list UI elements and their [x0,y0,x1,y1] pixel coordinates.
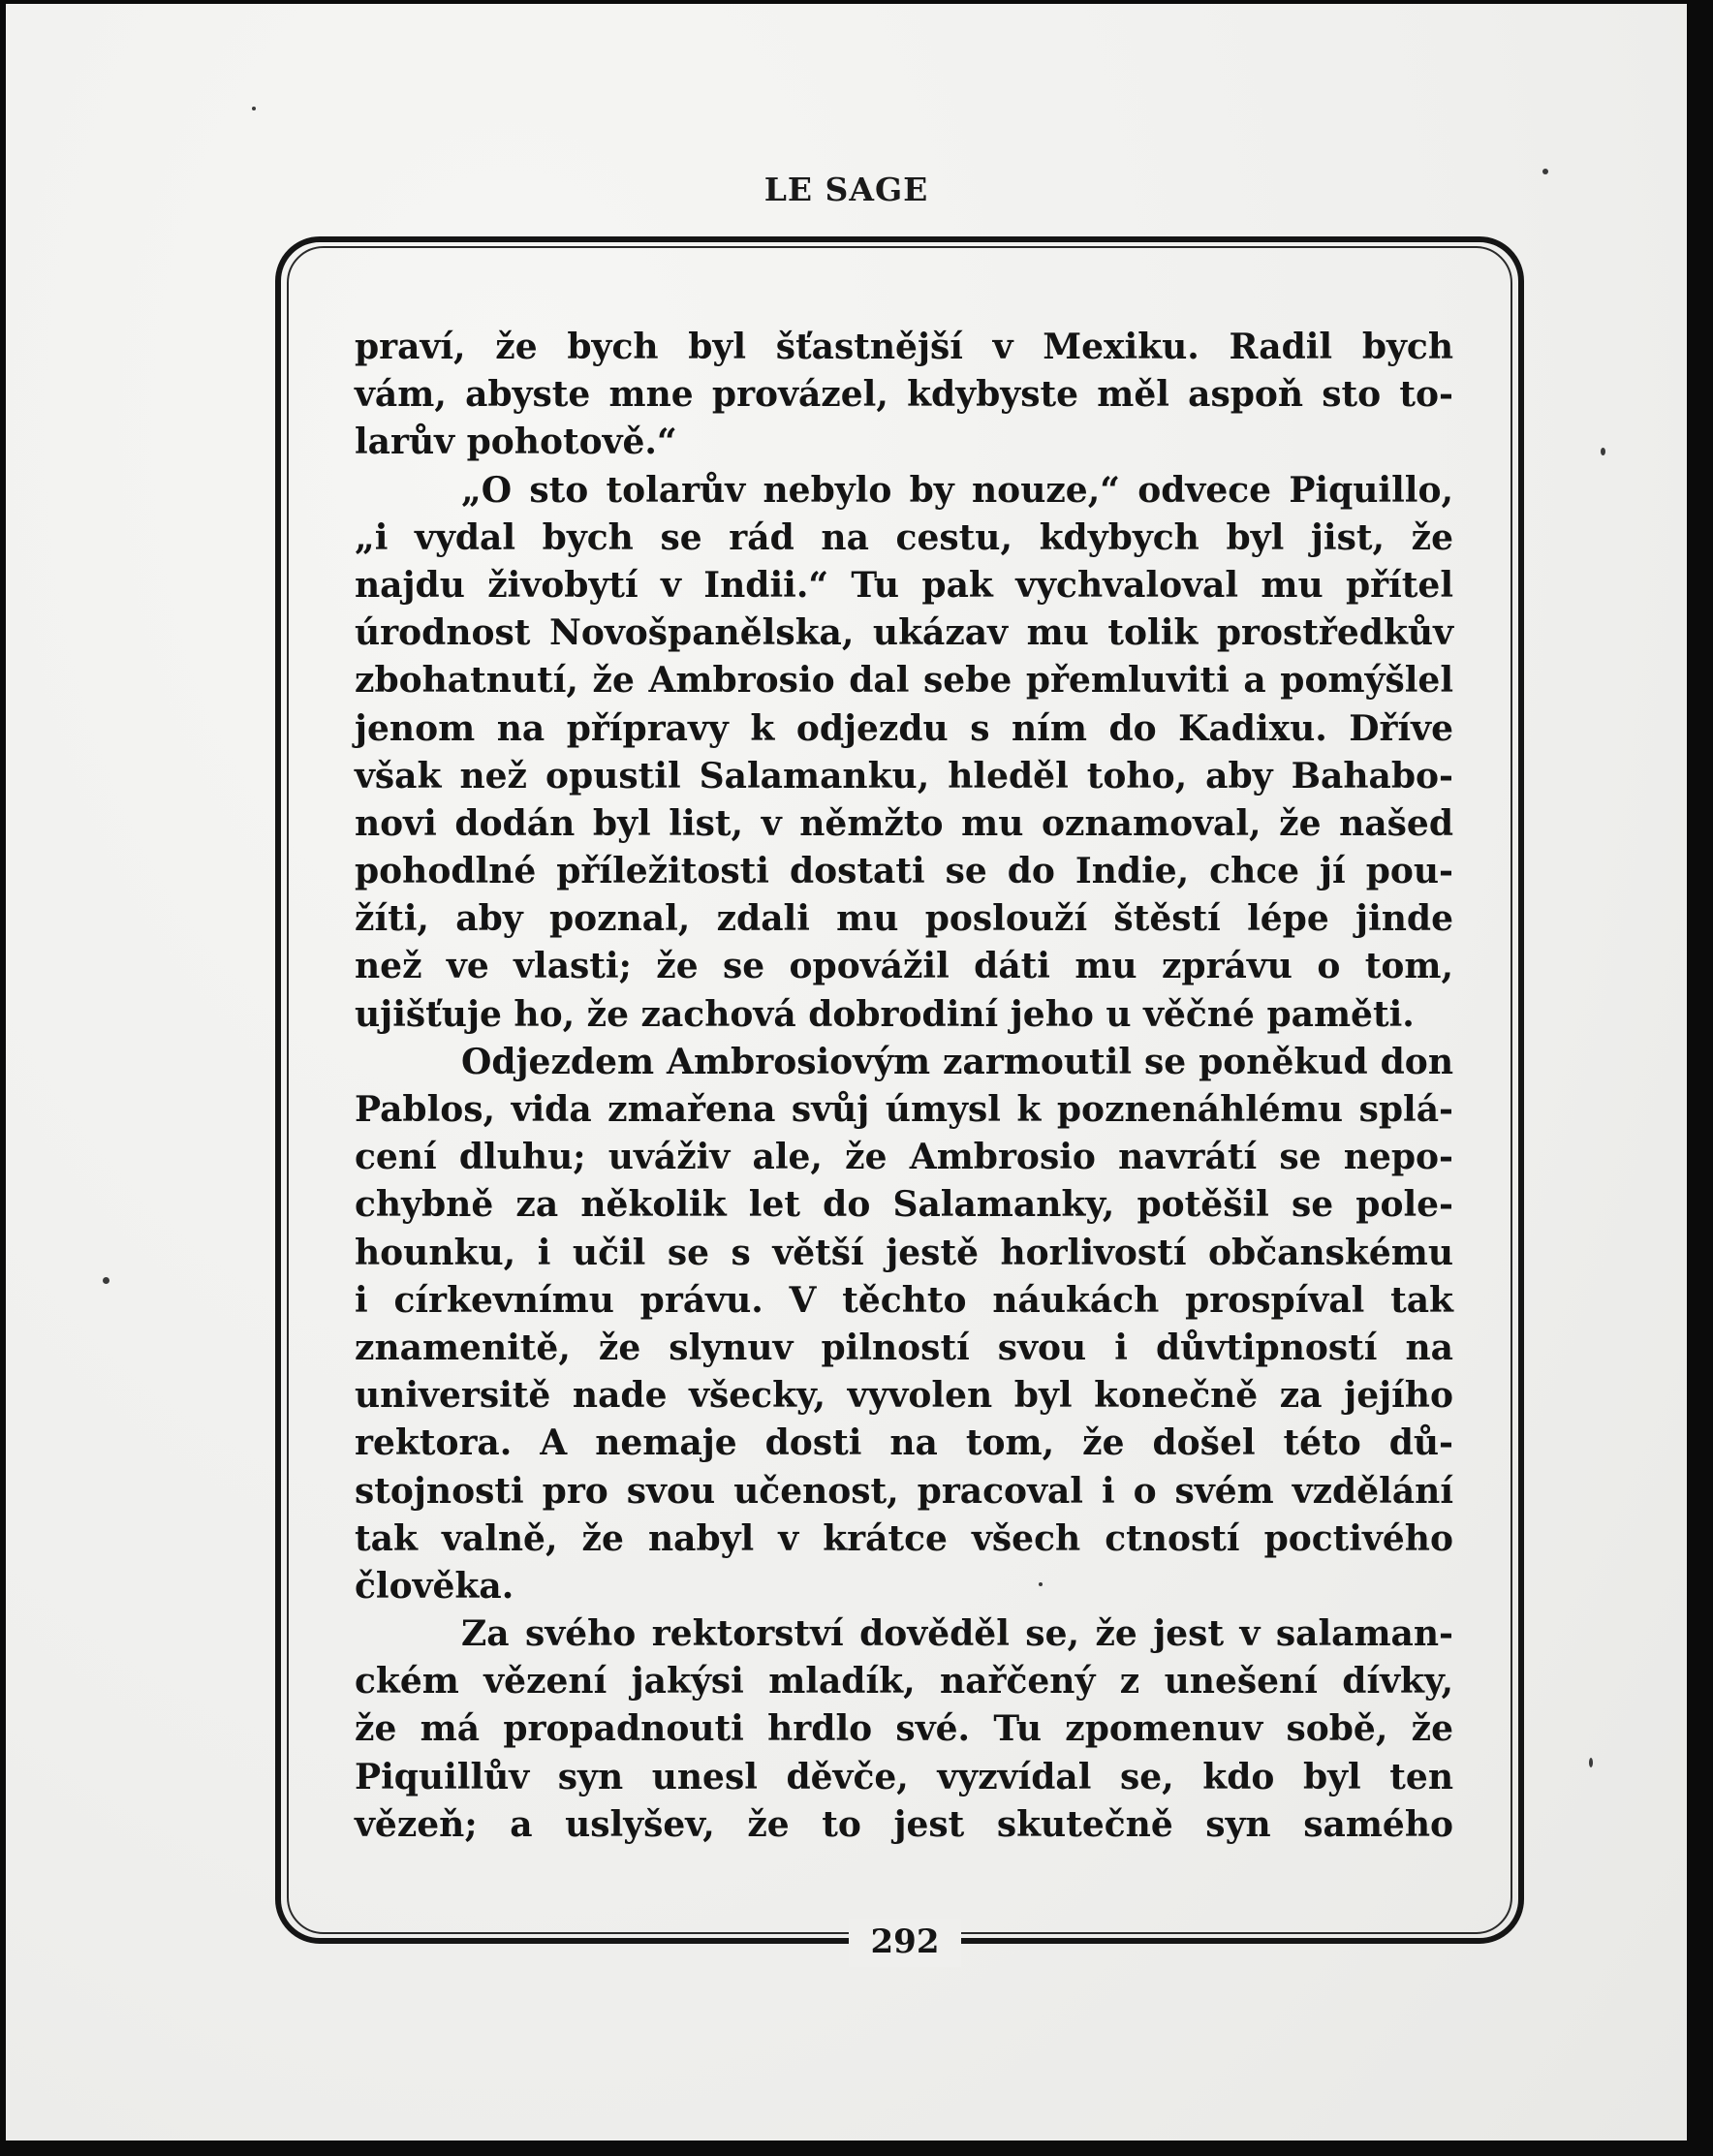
paper-speck [252,107,256,110]
text-line: cení dluhu; uváživ ale, že Ambrosio navrátí se nepo- [355,1137,1453,1178]
page-number: 292 [870,1922,940,1961]
text-line: hounku, i učil se s větší jestě horlivostí občanskému [355,1232,1453,1273]
text-line: rektora. A nemaje dosti na tom, že došel této dů- [355,1422,1453,1464]
text-line: Za svého rektorství dověděl se, že jest v salaman- [461,1613,1453,1655]
paper-speck [1601,448,1605,455]
text-line: tak valně, že nabyl v krátce všech ctností poctivého [355,1517,1453,1559]
text-line: universitě nade všecky, vyvolen byl konečně za jejího [355,1375,1453,1417]
paper-speck [1589,1758,1593,1767]
text-line: vám, abyste mne provázel, kdybyste měl aspoň sto to- [355,374,1453,416]
text-line: novi dodán byl list, v němžto mu oznamoval, že našed [355,802,1453,844]
text-line: praví, že bych byl šťastnější v Mexiku. Radil bych [355,327,1453,367]
text-line: že má propadnouti hrdlo své. Tu zpomenuv sobě, že [355,1708,1453,1750]
text-line: pohodlné příležitosti dostati se do Indie, chce jí pou- [355,851,1453,892]
text-line: zbohatnutí, že Ambrosio dal sebe přemluviti a pomýšlel [355,660,1453,702]
text-line: ckém vězení jakýsi mladík, nařčený z unešení dívky, [355,1661,1453,1703]
body-text [355,324,1453,1849]
paper-speck [103,1277,109,1284]
text-line: jenom na přípravy k odjezdu s ním do Kadixu. Dříve [355,707,1453,749]
text-line: ujišťuje ho, že zachová dobrodiní jeho u věčné paměti. [355,993,1415,1035]
running-head: LE SAGE [763,171,929,208]
text-line: člověka. [355,1565,514,1607]
text-line: stojnosti pro svou učenost, pracoval i o svém vzdělání [355,1470,1453,1512]
text-line: i církevnímu právu. V těchto náukách prospíval tak [355,1279,1453,1321]
text-line: Piquillův syn unesl děvče, vyzvídal se, kdo byl ten [355,1756,1453,1797]
text-line: Odjezdem Ambrosiovým zarmoutil se poněkud don [461,1041,1453,1082]
text-line: „O sto tolarův nebylo by nouze,“ odvece Piquillo, [461,469,1453,511]
text-line: „i vydal bych se rád na cestu, kdybych byl jist, že [355,516,1453,558]
text-line: úrodnost Novošpanělska, ukázav mu tolik prostředkův [355,612,1453,654]
text-line: Pablos, vida zmařena svůj úmysl k poznenáhlému splá- [355,1089,1453,1130]
text-line: znamenitě, že slynuv pilností svou i důvtipností na [355,1327,1453,1368]
text-line: však než opustil Salamanku, hleděl toho, aby Bahabo- [355,755,1453,797]
paper-speck [1542,169,1548,174]
paper-speck [1039,1582,1043,1586]
text-line: vězeň; a uslyšev, že to jest skutečně syn samého [355,1803,1453,1845]
text-line: larův pohotově.“ [355,422,677,463]
text-line: než ve vlasti; že se opovážil dáti mu zprávu o tom, [355,946,1453,987]
text-line: chybně za několik let do Salamanky, potěšil se pole- [355,1184,1453,1226]
text-line: najdu živobytí v Indii.“ Tu pak vychvaloval mu přítel [355,564,1453,606]
text-line: žíti, aby poznal, zdali mu poslouží štěstí lépe jinde [355,898,1453,940]
